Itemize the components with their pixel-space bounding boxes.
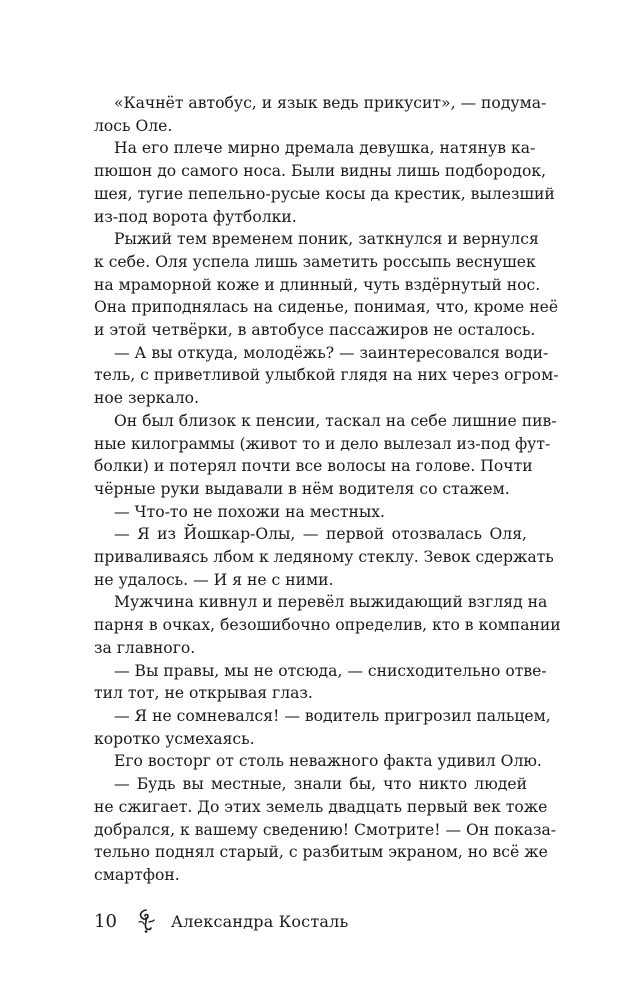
text-line: — А вы откуда, молодёжь? — заинтересовался води- [114, 343, 549, 362]
text-line: парня в очках, безошибочно определив, кто в компании [94, 616, 561, 635]
page-footer [94, 906, 348, 936]
text-line: На его плече мирно дремала девушка, натянув ка- [114, 139, 536, 158]
text-line: лось Оле. [94, 116, 173, 135]
text-line: Рыжий тем временем поник, заткнулся и вернулся [114, 230, 539, 249]
text-line: — Вы правы, мы не отсюда, — снисходительно отве- [114, 661, 547, 680]
text-line: Она приподнялась на сиденье, понимая, что, кроме неё [94, 298, 559, 317]
text-line: коротко усмехаясь. [94, 729, 255, 748]
text-line: за главного. [94, 638, 196, 657]
body-text [94, 92, 561, 887]
text-line: пюшон до самого носа. Были видны лишь подбородок, [94, 162, 547, 181]
text-line: ные килограммы (живот то и дело вылезал из-под фут- [94, 434, 551, 453]
text-line: смартфон. [94, 865, 180, 884]
text-line: Мужчина кивнул и перевёл выжидающий взгляд на [114, 593, 548, 612]
text-line: «Качнёт автобус, и язык ведь прикусит», — подума- [114, 94, 547, 112]
text-line: тель, с приветливой улыбкой глядя на них через огром- [94, 366, 559, 385]
author-name: Александра Косталь [170, 911, 349, 931]
text-line: болки) и потерял почти все волосы на голове. Почти [94, 457, 533, 476]
text-line: шея, тугие пепельно-русые косы да крестик, вылезший [94, 184, 555, 203]
text-line: тил тот, не открывая глаз. [94, 684, 313, 703]
text-line: Его восторг от столь неважного факта удивил Олю. [114, 752, 542, 771]
text-line: — Я из Йошкар-Олы, — первой отозвалась Оля, [114, 525, 527, 544]
page-body [94, 92, 561, 887]
text-line: чёрные руки выдавали в нём водителя со стажем. [94, 479, 510, 498]
text-line: добрался, к вашему сведению! Смотрите! — Он показа- [94, 820, 557, 839]
text-line: на мраморной коже и длинный, чуть вздёрнутый нос. [94, 275, 541, 294]
text-line: тельно поднял старый, с разбитым экраном, но всё же [94, 843, 548, 862]
text-line: к себе. Оля успела лишь заметить россыпь веснушек [94, 252, 536, 271]
text-line: не сжигает. До этих земель двадцать первый век тоже [94, 797, 548, 816]
text-line: ное зеркало. [94, 389, 199, 408]
text-line: Он был близок к пенсии, таскал на себе лишние пив- [114, 411, 557, 430]
text-line: — Что-то не похожи на местных. [114, 502, 386, 521]
text-line: приваливаясь лбом к ледяному стеклу. Зевок сдержать [94, 548, 554, 567]
text-line: и этой четвёрки, в автобусе пассажиров не осталось. [94, 321, 536, 340]
page-number: 10 [94, 910, 117, 932]
text-line: из-под ворота футболки. [94, 207, 297, 226]
text-line: — Я не сомневался! — водитель пригрозил пальцем, [114, 706, 551, 725]
text-line: не удалось. — И я не с ними. [94, 570, 334, 589]
text-line: — Будь вы местные, знали бы, что никто людей [114, 775, 527, 794]
flourish-icon [135, 908, 157, 934]
